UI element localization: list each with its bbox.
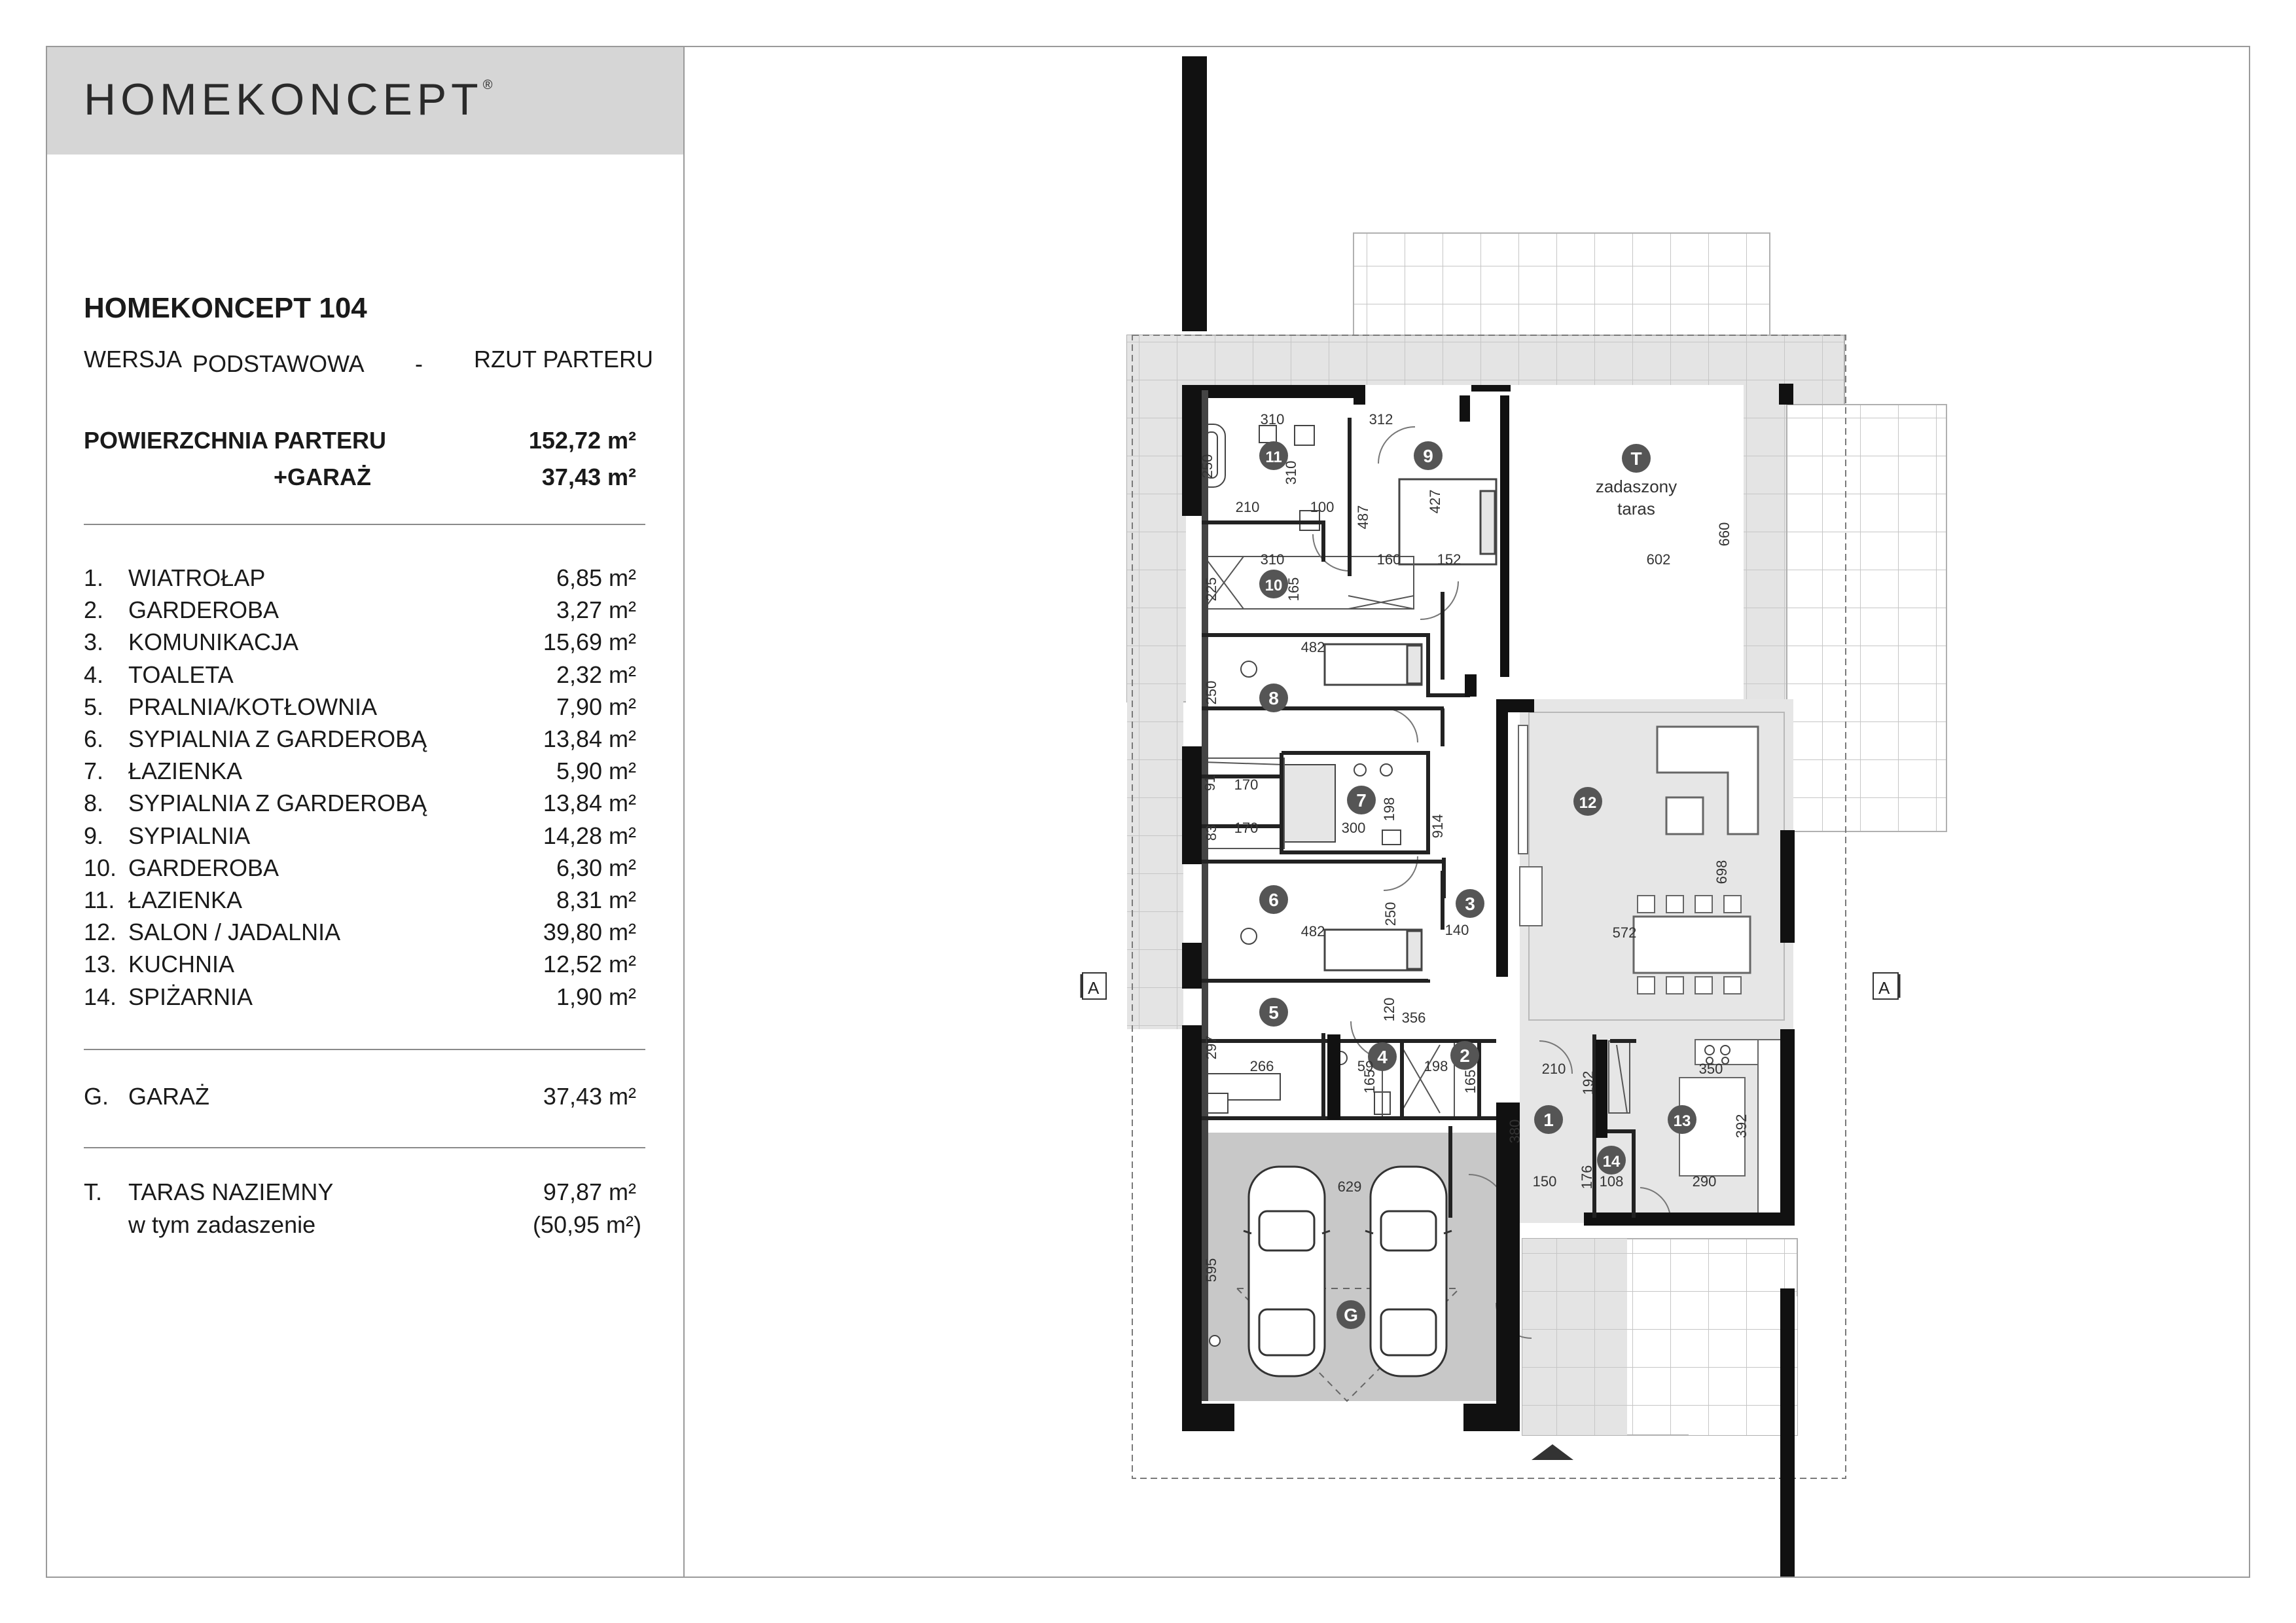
svg-text:13: 13: [1673, 1112, 1691, 1130]
svg-text:3: 3: [1465, 894, 1475, 914]
dimension-label: 380: [1507, 1119, 1523, 1144]
room-list-area: 14,28 m²: [543, 822, 636, 849]
room-list-name: GARDEROBA: [128, 854, 279, 881]
room-list-name: KOMUNIKACJA: [128, 629, 299, 656]
room-badge-12: [1573, 787, 1602, 816]
section-label-left: A: [1088, 978, 1100, 998]
room-badge-2: [1450, 1041, 1479, 1070]
room-list-no: 9.: [84, 822, 104, 849]
garage-area-value: 37,43 m²: [541, 464, 636, 490]
room-badge-9: [1414, 441, 1443, 470]
version-label: WERSJA: [84, 346, 183, 373]
dimension-label: 310: [1283, 460, 1299, 485]
room-badge-7: [1347, 786, 1376, 814]
garage-area-label: +GARAŻ: [274, 464, 372, 490]
room-list-no: 12.: [84, 919, 117, 946]
svg-text:4: 4: [1377, 1047, 1388, 1067]
room-list-area: 13,84 m²: [543, 725, 636, 752]
car-right-icon: [1365, 1167, 1452, 1376]
room-list-area: 7,90 m²: [556, 693, 636, 720]
svg-text:9: 9: [1423, 446, 1433, 466]
room-list-area: 2,32 m²: [556, 661, 636, 688]
room-list-no: 3.: [84, 629, 104, 656]
dimension-label: 300: [1341, 820, 1366, 836]
room-badge-T: [1622, 444, 1651, 473]
room-list-name: SPIŻARNIA: [128, 983, 253, 1010]
dimension-label: 482: [1300, 639, 1325, 655]
room-list-area: 6,30 m²: [556, 854, 636, 881]
garage-no: G.: [84, 1083, 109, 1110]
dimension-label: 160: [1376, 551, 1401, 568]
room-list-no: 2.: [84, 596, 104, 624]
dimension-label: 192: [1580, 1070, 1596, 1095]
terrace-no: T.: [84, 1178, 103, 1205]
dimension-label: 487: [1355, 505, 1371, 530]
dimension-label: 482: [1300, 923, 1325, 939]
svg-text:12: 12: [1579, 794, 1597, 812]
room-list-area: 3,27 m²: [556, 596, 636, 624]
svg-text:G: G: [1344, 1305, 1358, 1325]
dimension-label: 698: [1713, 860, 1730, 884]
terrace-covered-label: w tym zadaszenie: [128, 1211, 316, 1238]
dimension-label: 100: [1310, 499, 1335, 515]
terrace-name: TARAS NAZIEMNY: [128, 1178, 334, 1205]
room-list-no: 6.: [84, 725, 104, 752]
room-list-name: SALON / JADALNIA: [128, 919, 341, 946]
room-list-name: KUCHNIA: [128, 951, 235, 978]
dimension-label: 914: [1429, 814, 1446, 839]
dimension-label: 250: [1199, 454, 1215, 479]
dimension-label: 170: [1234, 776, 1259, 793]
svg-text:14: 14: [1602, 1153, 1621, 1171]
terrace-label-line1: zadaszony: [1595, 477, 1677, 496]
room-badge-5: [1259, 998, 1288, 1027]
room-badge-3: [1456, 889, 1484, 918]
room-list-no: 4.: [84, 661, 104, 688]
room-badge-10: [1259, 570, 1288, 598]
room-list-no: 5.: [84, 693, 104, 720]
room-list-area: 15,69 m²: [543, 629, 636, 656]
room-list-name: TOALETA: [128, 661, 234, 688]
room-badge-1: [1534, 1105, 1563, 1134]
dimension-label: 297: [1203, 1035, 1219, 1060]
dimension-label: 165: [1361, 1069, 1378, 1094]
brand-logo-text: HOMEKONCEPT: [84, 75, 483, 124]
dimension-label: 198: [1381, 797, 1397, 822]
room-list-name: GARDEROBA: [128, 596, 279, 624]
room-list-area: 1,90 m²: [556, 983, 636, 1010]
room-list-name: WIATROŁAP: [128, 564, 266, 591]
svg-text:1: 1: [1543, 1110, 1554, 1130]
dimension-label: 266: [1249, 1058, 1274, 1074]
room-list-area: 12,52 m²: [543, 951, 636, 978]
room-badge-14: [1597, 1146, 1626, 1175]
ground-area-value: 152,72 m²: [528, 427, 636, 454]
section-marker-right: [1873, 973, 1899, 999]
room-list-no: 13.: [84, 951, 117, 978]
room-list-area: 8,31 m²: [556, 886, 636, 913]
dimension-label: 427: [1427, 489, 1443, 514]
room-badge-13: [1668, 1105, 1696, 1134]
room-list-no: 7.: [84, 757, 104, 785]
dimension-label: 250: [1203, 680, 1219, 705]
dimension-label: 660: [1716, 522, 1732, 547]
dimension-label: 165: [1285, 577, 1302, 602]
dimension-label: 210: [1541, 1061, 1566, 1077]
room-list-name: SYPIALNIA Z GARDEROBĄ: [128, 790, 427, 817]
dimension-label: 210: [1235, 499, 1260, 515]
svg-text:5: 5: [1268, 1002, 1279, 1023]
room-list-no: 10.: [84, 854, 117, 881]
terrace-area: 97,87 m²: [543, 1178, 636, 1205]
terrace-covered-area: (50,95 m²): [532, 1211, 641, 1238]
svg-text:11: 11: [1265, 448, 1282, 466]
dimension-label: 91: [1202, 775, 1218, 792]
dimension-label: 356: [1401, 1010, 1426, 1026]
dimension-label: 572: [1612, 924, 1637, 941]
room-list-no: 14.: [84, 983, 117, 1010]
garage-area: 37,43 m²: [543, 1083, 636, 1110]
svg-text:8: 8: [1268, 688, 1279, 708]
room-list-no: 1.: [84, 564, 104, 591]
room-list-area: 6,85 m²: [556, 564, 636, 591]
version-value: PODSTAWOWA: [192, 350, 365, 377]
svg-text:7: 7: [1356, 790, 1367, 811]
svg-text:T: T: [1630, 448, 1642, 469]
room-badge-8: [1259, 684, 1288, 712]
dimension-label: 108: [1599, 1173, 1624, 1190]
dimension-label: 152: [1437, 551, 1462, 568]
registered-mark: ®: [482, 78, 493, 92]
version-separator: -: [415, 350, 423, 377]
svg-text:6: 6: [1268, 890, 1279, 910]
room-list-name: ŁAZIENKA: [128, 886, 243, 913]
svg-text:10: 10: [1265, 577, 1283, 594]
room-list-name: SYPIALNIA: [128, 822, 251, 849]
dimension-label: 310: [1260, 411, 1285, 428]
dimension-label: 312: [1369, 411, 1393, 428]
dimension-label: 250: [1382, 902, 1399, 926]
dimension-label: 602: [1646, 551, 1671, 568]
dimension-label: 165: [1462, 1069, 1479, 1094]
car-left-icon: [1244, 1167, 1330, 1376]
room-list-area: 5,90 m²: [556, 757, 636, 785]
dimension-label: 59: [1357, 1058, 1374, 1074]
svg-text:2: 2: [1460, 1046, 1470, 1066]
room-list-no: 8.: [84, 790, 104, 817]
dimension-label: 350: [1698, 1061, 1723, 1077]
dimension-label: 290: [1692, 1173, 1717, 1190]
dimension-label: 198: [1424, 1058, 1448, 1074]
ground-area-label: POWIERZCHNIA PARTERU: [84, 427, 386, 454]
room-list-name: ŁAZIENKA: [128, 757, 243, 785]
dimension-label: 140: [1444, 922, 1469, 938]
dimension-label: 629: [1337, 1178, 1362, 1195]
room-list-no: 11.: [84, 886, 115, 913]
terrace-label-line2: taras: [1617, 499, 1655, 519]
garage-name: GARAŻ: [128, 1083, 210, 1110]
section-label-right: A: [1878, 978, 1890, 998]
entrance-arrow-icon: [1532, 1444, 1573, 1460]
room-badge-6: [1259, 885, 1288, 914]
view-label: RZUT PARTERU: [474, 346, 654, 373]
section-marker-left: [1081, 973, 1106, 999]
room-list-name: PRALNIA/KOTŁOWNIA: [128, 693, 378, 720]
dimension-label: 595: [1203, 1258, 1219, 1283]
dimension-label: 150: [1532, 1173, 1557, 1190]
dimension-label: 170: [1234, 820, 1259, 836]
dimension-label: 310: [1260, 551, 1285, 568]
room-list-area: 39,80 m²: [543, 919, 636, 946]
dimension-label: 392: [1733, 1114, 1749, 1139]
dimension-label: 120: [1381, 997, 1397, 1022]
dimension-label: 225: [1203, 577, 1219, 602]
room-list-name: SYPIALNIA Z GARDEROBĄ: [128, 725, 427, 752]
dimension-label: 176: [1579, 1165, 1595, 1190]
room-list-area: 13,84 m²: [543, 790, 636, 817]
project-title: HOMEKONCEPT 104: [84, 292, 367, 324]
dimension-label: 83: [1203, 824, 1219, 841]
room-badge-G: [1336, 1300, 1365, 1329]
